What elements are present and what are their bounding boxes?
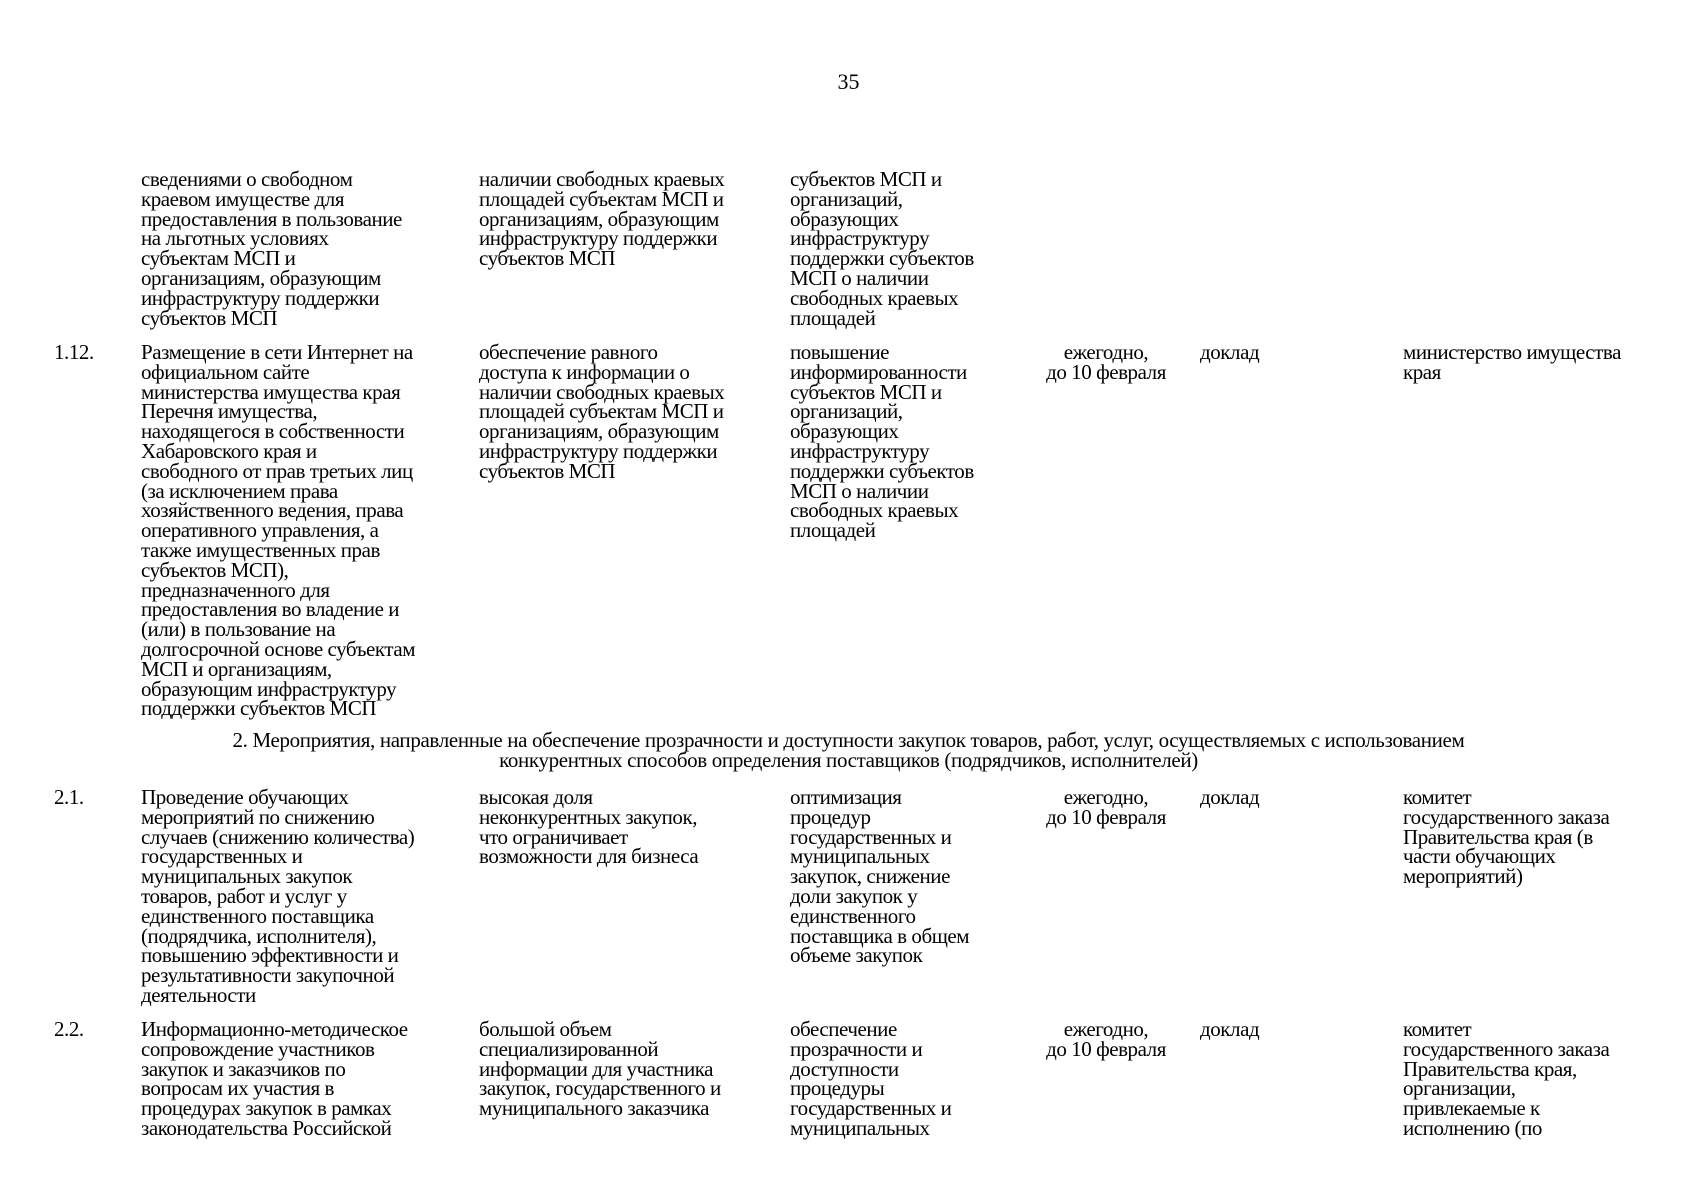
problem-cell: наличии свободных краевых площадей субъектам МСП и организациям, образующим инфраструктуру поддержки субъектов МСП [479,167,725,271]
report-form-cell: доклад [1200,340,1260,364]
result-cell: субъектов МСП и организаций, образующих инфраструктуру поддержки субъектов МСП о наличии свободных краевых площадей [790,167,974,330]
responsible-cell: министерство имущества края [1403,340,1621,384]
measure-name-cell: сведениями о свободном краевом имуществе для предоставления в пользование на льготных условиях субъектам МСП и организациям, образующим инфраструктуру поддержки субъектов МСП [141,167,402,330]
row-number-cell: 1.12. [54,340,94,364]
term-cell: ежегодно, до 10 февраля [1046,340,1166,384]
problem-cell: обеспечение равного доступа к информации о наличии свободных краевых площадей субъектам МСП и организациям, образующим инфраструктуру поддержки субъектов МСП [479,340,725,483]
result-cell: повышение информированности субъектов МСП и организаций, образующих инфраструктуру поддержки субъектов МСП о наличии свободных краевых площадей [790,340,974,543]
page-number: 35 [837,69,860,94]
row-number-cell: 2.2. [54,1017,84,1041]
report-form-cell: доклад [1200,1017,1260,1041]
result-cell: оптимизация процедур государственных и муниципальных закупок, снижение доли закупок у единственного поставщика в общем объеме закупок [790,785,970,968]
measure-name-cell: Информационно-методическое сопровождение участников закупок и заказчиков по вопросам их участия в процедурах закупок в рамках законодательства Российской [141,1017,408,1140]
section-heading: 2. Мероприятия, направленные на обеспечение прозрачности и доступности закупок товаров, работ, услуг, осуществляемых с использованием конкурентных способов определения поставщиков (подрядчиков, исполнителей) [232,728,1465,772]
result-cell: обеспечение прозрачности и доступности процедуры государственных и муниципальных [790,1017,952,1140]
term-cell: ежегодно, до 10 февраля [1046,785,1166,829]
report-form-cell: доклад [1200,785,1260,809]
problem-cell: большой объем специализированной информации для участника закупок, государственного и муниципального заказчика [479,1017,721,1121]
problem-cell: высокая доля неконкурентных закупок, что ограничивает возможности для бизнеса [479,785,699,869]
responsible-cell: комитет государственного заказа Правительства края, организации, привлекаемые к исполнению (по [1403,1017,1610,1140]
term-cell: ежегодно, до 10 февраля [1046,1017,1166,1061]
row-number-cell: 2.1. [54,785,84,809]
measure-name-cell: Проведение обучающих мероприятий по снижению случаев (снижению количества) государственных и муниципальных закупок товаров, работ и услуг у единственного поставщика (подрядчика, исполнителя), повышению эффективности и результативности закупочной деятельности [141,785,415,1007]
measure-name-cell: Размещение в сети Интернет на официальном сайте министерства имущества края Перечня имущества, находящегося в собственности Хабаровского края и свободного от прав третьих лиц (за исключением права хозяйственного ведения, права оперативного управления, а также имущественных прав субъектов МСП), предназначенного для предоставления во владение и (или) в пользование на долгосрочной основе субъектам МСП и организациям, образующим инфраструктуру поддержки субъектов МСП [141,340,416,721]
responsible-cell: комитет государственного заказа Правительства края (в части обучающих мероприятий) [1403,785,1610,889]
